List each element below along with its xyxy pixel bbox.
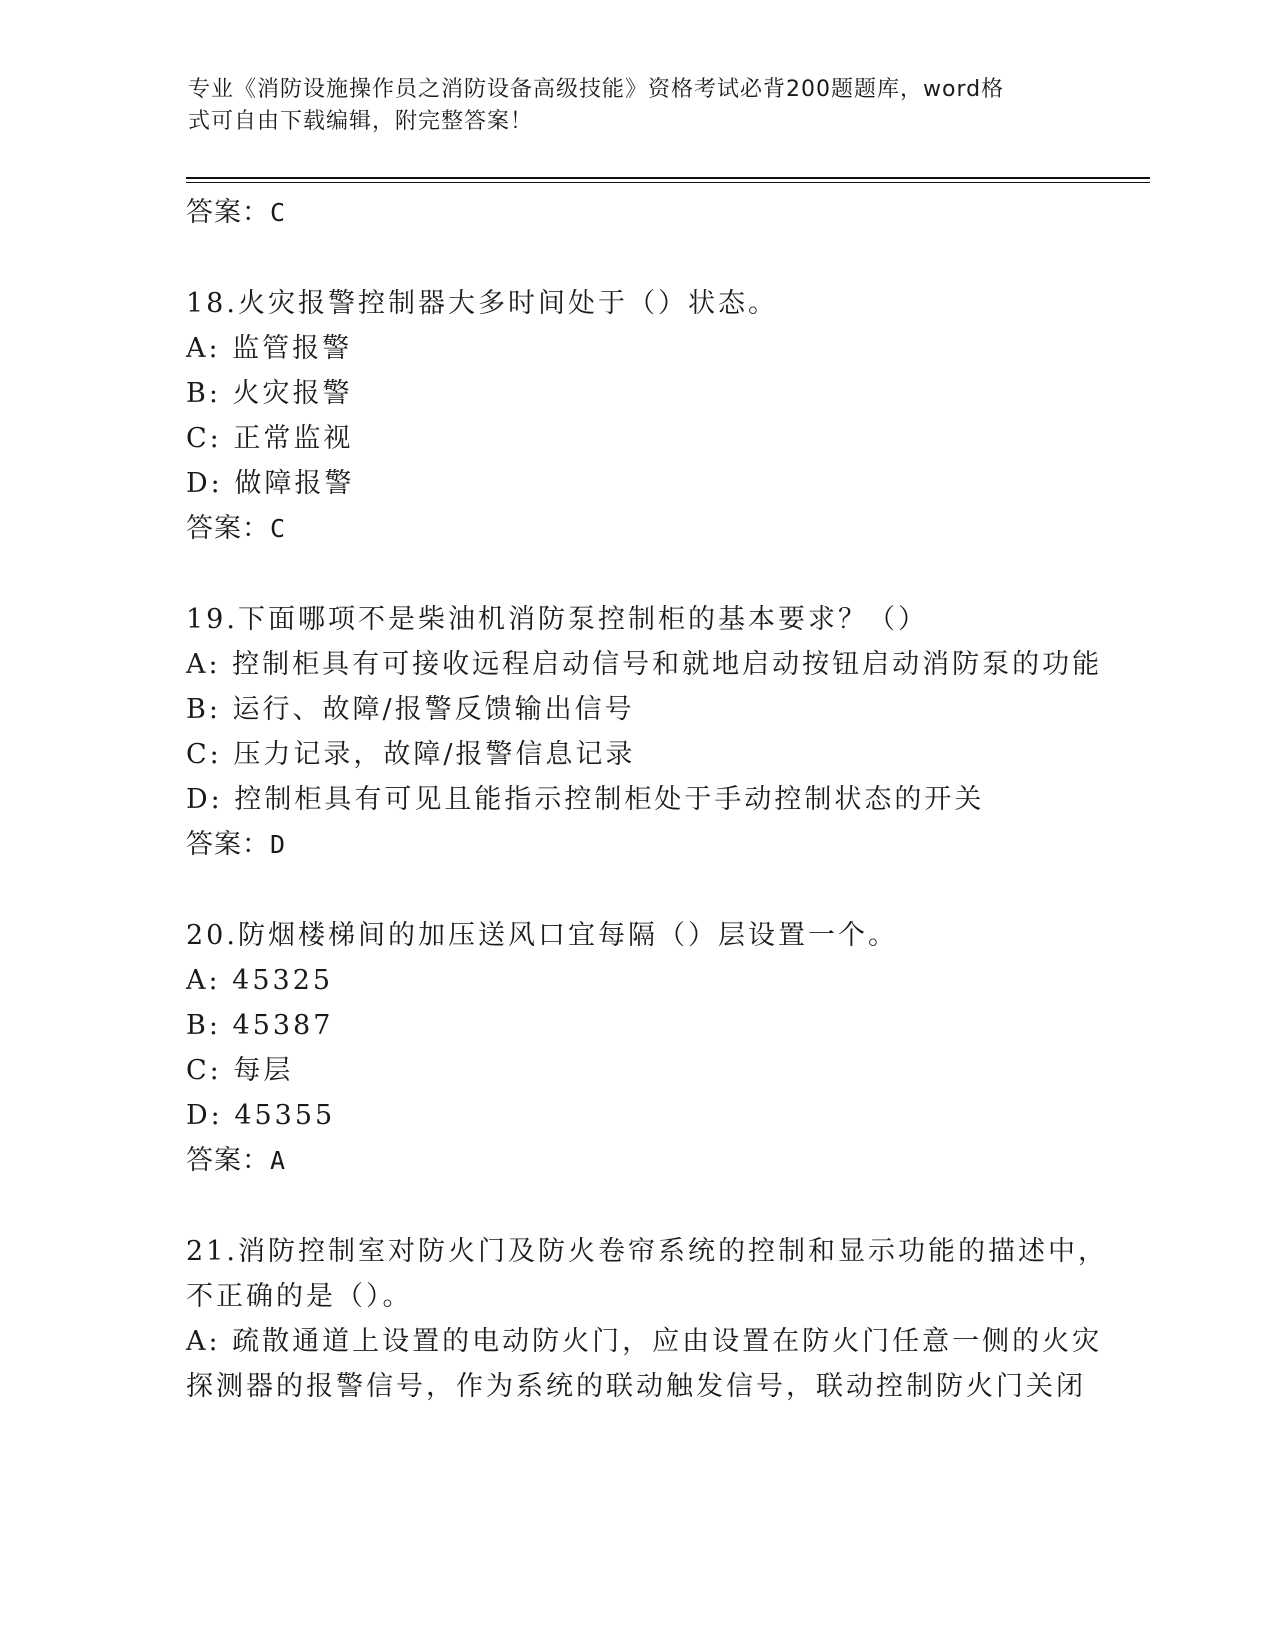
answer <box>186 506 1106 551</box>
answer-label: 答案： <box>186 513 270 544</box>
header-rule-thin <box>186 182 1150 183</box>
header-line-2: 式可自由下载编辑，附完整答案！ <box>188 109 534 134</box>
answer <box>186 1138 1106 1183</box>
option-b: B: 火灾报警 <box>186 378 353 409</box>
option-b: B: 运行、故障/报警反馈输出信号 <box>186 694 635 725</box>
answer <box>186 822 1106 867</box>
question-18 <box>186 281 1106 551</box>
option-a-line-2: 探测器的报警信号，作为系统的联动触发信号，联动控制防火门关闭 <box>186 1371 1086 1402</box>
answer-value: C <box>270 514 287 543</box>
question-text: 20.防烟楼梯间的加压送风口宜每隔（）层设置一个。 <box>186 920 898 951</box>
header-line-1: 专业《消防设施操作员之消防设备高级技能》资格考试必背200题题库，word格 <box>188 77 1005 102</box>
option-c: C: 每层 <box>186 1055 294 1086</box>
answer-value: A <box>270 1146 287 1175</box>
answer-label: 答案： <box>186 829 270 860</box>
question-21 <box>186 1229 1106 1409</box>
option-d: D: 45355 <box>186 1100 336 1131</box>
option-a: A: 控制柜具有可接收远程启动信号和就地启动按钮启动消防泵的功能 <box>186 649 1103 680</box>
answer-label: 答案： <box>186 1145 270 1176</box>
option-a-line-1: A: 疏散通道上设置的电动防火门，应由设置在防火门任意一侧的火灾 <box>186 1326 1103 1357</box>
question-text: 18.火灾报警控制器大多时间处于（）状态。 <box>186 288 778 319</box>
question-19 <box>186 597 1106 867</box>
option-a: A: 监管报警 <box>186 333 353 364</box>
question-text-line-2: 不正确的是（）。 <box>186 1281 413 1312</box>
option-d: D: 控制柜具有可见且能指示控制柜处于手动控制状态的开关 <box>186 784 985 815</box>
option-c: C: 正常监视 <box>186 423 354 454</box>
option-c: C: 压力记录，故障/报警信息记录 <box>186 739 636 770</box>
document-header <box>188 74 1068 138</box>
question-text-line-1: 21.消防控制室对防火门及防火卷帘系统的控制和显示功能的描述中， <box>186 1236 1108 1267</box>
option-d: D: 做障报警 <box>186 468 355 499</box>
question-20 <box>186 913 1106 1183</box>
prev-answer <box>186 190 1106 235</box>
option-a: A: 45325 <box>186 965 334 996</box>
option-b: B: 45387 <box>186 1010 334 1041</box>
answer-label: 答案： <box>186 197 270 228</box>
question-text: 19.下面哪项不是柴油机消防泵控制柜的基本要求？（） <box>186 604 928 635</box>
header-rule-thick <box>186 177 1150 179</box>
question-list <box>186 190 1106 1409</box>
answer-value: C <box>270 198 287 227</box>
answer-value: D <box>270 830 287 859</box>
